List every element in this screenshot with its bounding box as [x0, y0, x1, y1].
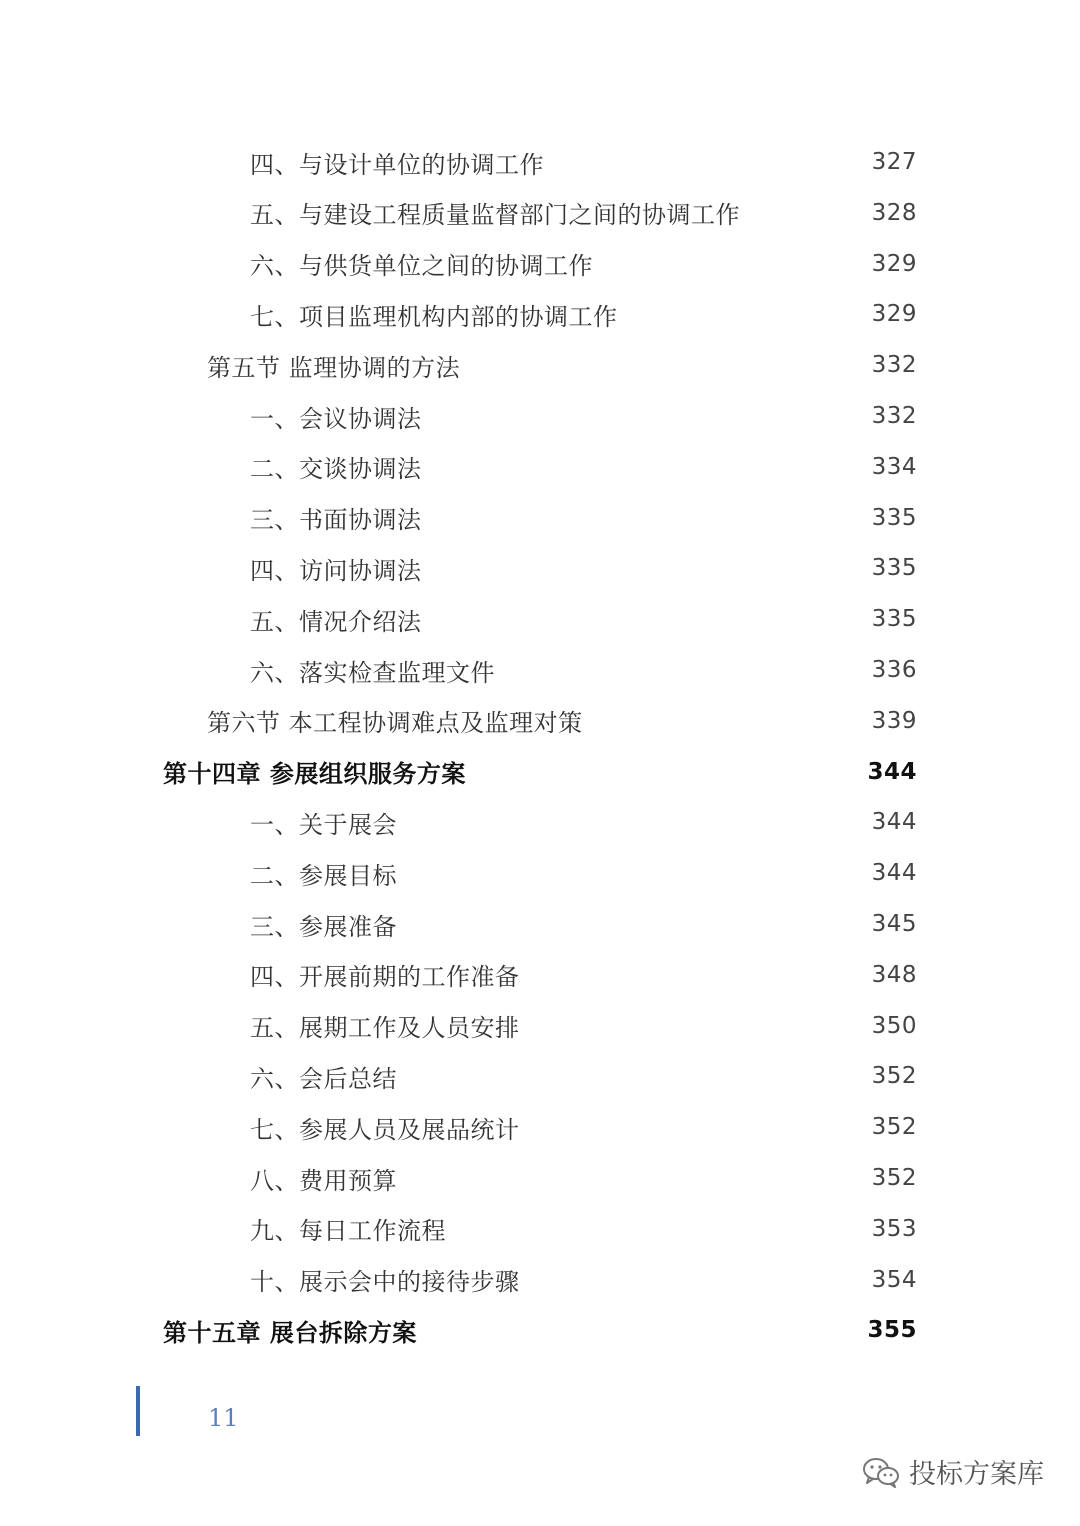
- toc-entry-title: 六、落实检查监理文件: [250, 658, 495, 687]
- toc-dot-leader: [430, 506, 862, 530]
- toc-dot-leader: [430, 607, 862, 631]
- toc-entry-title: 一、会议协调法: [250, 404, 422, 433]
- toc-entry[interactable]: [250, 188, 917, 238]
- toc-entry-title: 六、会后总结: [250, 1064, 397, 1093]
- toc-entry-page: 339: [871, 707, 917, 734]
- toc-entry[interactable]: [250, 950, 917, 1000]
- toc-entry-title: 第五节 监理协调的方法: [207, 353, 461, 382]
- toc-entry-page: 354: [871, 1266, 917, 1293]
- toc-dot-leader: [626, 302, 862, 326]
- toc-entry-title: 四、与设计单位的协调工作: [250, 150, 544, 179]
- toc-entry[interactable]: [250, 543, 917, 593]
- toc-entry-title: 第十四章 参展组织服务方案: [163, 759, 466, 789]
- toc-entry-page: 352: [871, 1165, 917, 1191]
- toc-dot-leader: [454, 1217, 862, 1241]
- toc-entry-title: 六、与供货单位之间的协调工作: [250, 252, 593, 281]
- toc-entry-page: 334: [871, 453, 917, 480]
- toc-dot-leader: [528, 1115, 862, 1139]
- toc-entry-page: 329: [871, 250, 917, 277]
- watermark-text: 投标方案库: [909, 1459, 1044, 1490]
- toc-entry-page: 336: [871, 657, 917, 683]
- toc-dot-leader: [591, 709, 862, 733]
- watermark: [861, 1452, 1044, 1491]
- toc-entry-page: 335: [871, 504, 917, 531]
- toc-dot-leader: [468, 353, 861, 377]
- toc-entry[interactable]: [250, 594, 917, 644]
- toc-entry-page: 344: [871, 809, 917, 836]
- toc-dot-leader: [474, 760, 858, 784]
- toc-entry-page: 352: [871, 1114, 917, 1141]
- toc-entry-title: 七、参展人员及展品统计: [250, 1115, 520, 1144]
- toc-entry-title: 九、每日工作流程: [250, 1217, 446, 1246]
- toc-entry[interactable]: [250, 442, 917, 492]
- toc-entry-page: 328: [871, 199, 917, 226]
- toc-entry-title: 四、访问协调法: [250, 556, 422, 585]
- toc-entry-page: 353: [871, 1215, 917, 1242]
- toc-entry-title: 四、开展前期的工作准备: [250, 963, 520, 992]
- toc-entry-title: 十、展示会中的接待步骤: [250, 1268, 520, 1297]
- toc-entry-title: 二、交谈协调法: [250, 455, 422, 484]
- toc-entry[interactable]: [250, 137, 917, 187]
- toc-entry-title: 五、展期工作及人员安排: [250, 1014, 520, 1043]
- toc-entry[interactable]: [250, 645, 917, 695]
- toc-entry[interactable]: [250, 1102, 917, 1152]
- toc-entry-title: 第十五章 展台拆除方案: [163, 1317, 417, 1347]
- toc-entry-page: 335: [871, 606, 917, 633]
- toc-dot-leader: [430, 404, 862, 428]
- toc-section-entry[interactable]: [207, 340, 917, 390]
- toc-entry-page: 335: [871, 555, 917, 582]
- toc-dot-leader: [748, 201, 862, 225]
- toc-dot-leader: [601, 252, 862, 276]
- toc-dot-leader: [430, 455, 862, 479]
- toc-chapter-entry[interactable]: [163, 1305, 917, 1355]
- toc-entry-page: 327: [871, 149, 917, 175]
- toc-entry[interactable]: [250, 391, 917, 441]
- toc-entry[interactable]: [250, 848, 917, 898]
- toc-entry[interactable]: [250, 289, 917, 339]
- toc-entry[interactable]: [250, 1153, 917, 1203]
- toc-entry-page: 344: [867, 758, 917, 785]
- toc-entry-title: 三、书面协调法: [250, 506, 422, 535]
- footer-accent-bar: [136, 1386, 140, 1436]
- toc-entry-title: 三、参展准备: [250, 912, 397, 941]
- toc-entry[interactable]: [250, 1051, 917, 1101]
- toc-entry-title: 二、参展目标: [250, 861, 397, 890]
- toc-entry-title: 第六节 本工程协调难点及监理对策: [207, 709, 583, 738]
- toc-entry[interactable]: [250, 1255, 917, 1305]
- toc-dot-leader: [425, 1318, 858, 1342]
- toc-entry-title: 五、与建设工程质量监督部门之间的协调工作: [250, 201, 740, 230]
- toc-dot-leader: [405, 1166, 862, 1190]
- toc-entry[interactable]: [250, 797, 917, 847]
- toc-entry-title: 八、费用预算: [250, 1166, 397, 1195]
- toc-dot-leader: [528, 1268, 862, 1292]
- page-number: 11: [208, 1404, 239, 1432]
- toc-dot-leader: [430, 556, 862, 580]
- toc-entry-page: 332: [871, 352, 917, 379]
- toc-entry-page: 332: [871, 403, 917, 429]
- toc-entry[interactable]: [250, 239, 917, 289]
- toc-entry-page: 345: [871, 911, 917, 937]
- toc-dot-leader: [405, 1064, 862, 1088]
- toc-entry-title: 五、情况介绍法: [250, 607, 422, 636]
- toc-entry-page: 352: [871, 1063, 917, 1090]
- toc-entry-page: 355: [867, 1317, 917, 1344]
- toc-entry[interactable]: [250, 899, 917, 949]
- toc-entry-title: 一、关于展会: [250, 810, 397, 839]
- toc-dot-leader: [528, 963, 862, 987]
- toc-dot-leader: [503, 658, 862, 682]
- toc-dot-leader: [405, 912, 862, 936]
- toc-chapter-entry[interactable]: [163, 747, 917, 797]
- toc-entry-page: 348: [871, 961, 917, 988]
- toc-entry-page: 329: [871, 301, 917, 328]
- toc-entry[interactable]: [250, 1001, 917, 1051]
- toc-dot-leader: [528, 1014, 862, 1038]
- toc-entry-title: 七、项目监理机构内部的协调工作: [250, 302, 618, 331]
- toc-dot-leader: [405, 810, 862, 834]
- toc-entry[interactable]: [250, 1204, 917, 1254]
- toc-entry[interactable]: [250, 493, 917, 543]
- toc-entry-page: 350: [871, 1012, 917, 1039]
- toc-dot-leader: [405, 861, 862, 885]
- toc-entry-page: 344: [871, 860, 917, 887]
- toc-dot-leader: [552, 150, 862, 174]
- wechat-icon: [861, 1456, 901, 1488]
- toc-section-entry[interactable]: [207, 696, 917, 746]
